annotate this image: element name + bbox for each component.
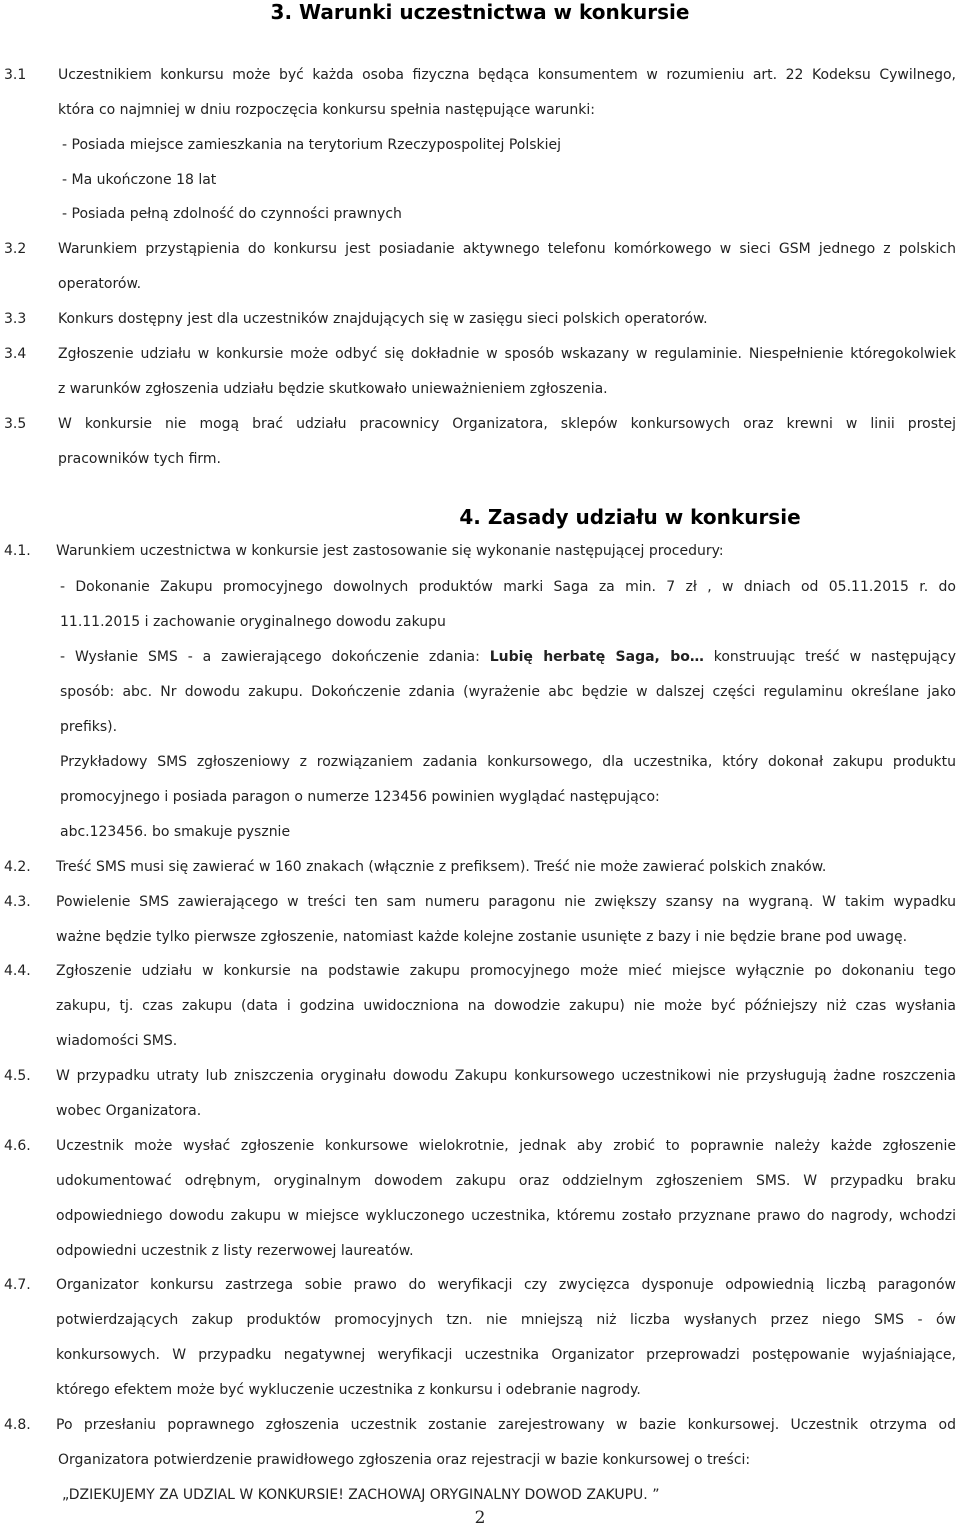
text-line: „DZIEKUJEMY ZA UDZIAL W KONKURSIE! ZACHOWAJ ORYGINALNY DOWOD ZAKUPU. ”: [62, 1487, 660, 1503]
item-number: 4.7.: [4, 1277, 31, 1293]
sms-bold-phrase: Lubię herbatę Saga, bo…: [489, 649, 704, 665]
text-line: Powielenie SMS zawierającego w treści ten sam numeru paragonu nie zwiększy szansy na wygraną. W takim wypadku: [56, 894, 956, 910]
text-line: Uczestnik może wysłać zgłoszenie konkursowe wielokrotnie, jednak aby zrobić to poprawnie należy każde zgłoszenie: [56, 1138, 956, 1154]
text-line: Po przesłaniu poprawnego zgłoszenia uczestnik zostanie zarejestrowany w bazie konkursowej. Uczestnik otrzyma od: [56, 1417, 956, 1433]
page-number: 2: [474, 1508, 486, 1528]
text-line: wiadomości SMS.: [56, 1033, 178, 1049]
item-number: 3.5: [4, 416, 27, 432]
text-line: sposób: abc. Nr dowodu zakupu. Dokończenie zdania (wyrażenie abc będzie w dalszej części regulaminu określane jako: [60, 684, 956, 700]
section-3-heading: 3. Warunki uczestnictwa w konkursie: [270, 0, 690, 24]
section-4-heading: 4. Zasady udziału w konkursie: [459, 505, 801, 529]
text-line: - Ma ukończone 18 lat: [62, 172, 217, 188]
text-line: która co najmniej w dniu rozpoczęcia konkursu spełnia następujące warunki:: [58, 102, 595, 118]
text-line: abc.123456. bo smakuje pysznie: [60, 824, 291, 840]
item-number: 3.3: [4, 311, 27, 327]
text-line: którego efektem może być wykluczenie uczestnika z konkursu i odebranie nagrody.: [56, 1382, 641, 1398]
text-line: wobec Organizatora.: [56, 1103, 202, 1119]
text-line: potwierdzających zakup produktów promocyjnych tzn. nie mniejszą niż liczba wysłanych przez niego SMS - ów: [56, 1312, 956, 1328]
item-number: 4.5.: [4, 1068, 31, 1084]
text-line: W konkursie nie mogą brać udziału pracownicy Organizatora, sklepów konkursowych oraz krewni w linii prostej: [58, 416, 956, 432]
text-line: promocyjnego i posiada paragon o numerze 123456 powinien wyglądać następująco:: [60, 789, 660, 805]
text-line: prefiks).: [60, 719, 118, 735]
item-number: 4.2.: [4, 859, 31, 875]
item-number: 4.3.: [4, 894, 31, 910]
text-line: ważne będzie tylko pierwsze zgłoszenie, natomiast każde kolejne zostanie usunięte z bazy i nie będzie brane pod uwagę.: [56, 929, 908, 945]
item-number: 3.4: [4, 346, 27, 362]
item-number: 4.6.: [4, 1138, 31, 1154]
item-number: 3.1: [4, 67, 27, 83]
item-number: 4.8.: [4, 1417, 31, 1433]
text-line: - Posiada miejsce zamieszkania na terytorium Rzeczypospolitej Polskiej: [62, 137, 562, 153]
text-line: - Dokonanie Zakupu promocyjnego dowolnych produktów marki Saga za min. 7 zł , w dniach od 05.11.2015 r. do: [60, 579, 956, 595]
item-number: 4.1.: [4, 543, 31, 559]
text-line: konkursowych. W przypadku negatywnej weryfikacji uczestnika Organizator przeprowadzi postępowanie wyjaśniające,: [56, 1347, 956, 1363]
text-line: Organizatora potwierdzenie prawidłowego zgłoszenia oraz rejestracji w bazie konkursowej o treści:: [58, 1452, 751, 1468]
text-line: - Posiada pełną zdolność do czynności prawnych: [62, 206, 402, 222]
text-line: pracowników tych firm.: [58, 451, 221, 467]
item-number: 4.4.: [4, 963, 31, 979]
text-line: Warunkiem uczestnictwa w konkursie jest zastosowanie się wykonanie następującej procedury:: [56, 543, 724, 559]
text-line: 11.11.2015 i zachowanie oryginalnego dowodu zakupu: [60, 614, 446, 630]
text-line: Zgłoszenie udziału w konkursie na podstawie zakupu promocyjnego może mieć miejsce wyłącznie po dokonaniu tego: [56, 963, 956, 979]
text-line: operatorów.: [58, 276, 142, 292]
text-line: Zgłoszenie udziału w konkursie może odbyć się dokładnie w sposób wskazany w regulaminie. Niespełnienie któregokolwiek: [58, 346, 956, 362]
text-line: Organizator konkursu zastrzega sobie prawo do weryfikacji czy zwycięzca dysponuje odpowiednią liczbą paragonów: [56, 1277, 956, 1293]
text-line: Warunkiem przystąpienia do konkursu jest posiadanie aktywnego telefonu komórkowego w sieci GSM jednego z polskich: [58, 241, 956, 257]
sms-text-after: konstruując treść w następujący: [703, 649, 956, 665]
text-line: z warunków zgłoszenia udziału będzie skutkowało unieważnieniem zgłoszenia.: [58, 381, 608, 397]
text-line: Treść SMS musi się zawierać w 160 znakach (włącznie z prefiksem). Treść nie może zawierać polskich znaków.: [56, 859, 827, 875]
text-line: odpowiedni uczestnik z listy rezerwowej laureatów.: [56, 1243, 414, 1259]
sms-instruction-line: [60, 647, 956, 667]
text-line: Konkurs dostępny jest dla uczestników znajdujących się w zasięgu sieci polskich operatorów.: [58, 311, 708, 327]
text-line: W przypadku utraty lub zniszczenia oryginału dowodu Zakupu konkursowego uczestnikowi nie przysługują żadne roszczenia: [56, 1068, 956, 1084]
item-number: 3.2: [4, 241, 27, 257]
text-line: Przykładowy SMS zgłoszeniowy z rozwiązaniem zadania konkursowego, dla uczestnika, który dokonał zakupu produktu: [60, 754, 956, 770]
text-line: Uczestnikiem konkursu może być każda osoba fizyczna będąca konsumentem w rozumieniu art. 22 Kodeksu Cywilnego,: [58, 67, 956, 83]
text-line: udokumentować odrębnym, oryginalnym dowodem zakupu oraz oddzielnym zgłoszeniem SMS. W przypadku braku: [56, 1173, 956, 1189]
sms-text-before: - Wysłanie SMS - a zawierającego dokończenie zdania:: [60, 649, 490, 665]
text-line: zakupu, tj. czas zakupu (data i godzina uwidoczniona na dowodzie zakupu) nie może być późniejszy niż czas wysłania: [56, 998, 956, 1014]
text-line: odpowiedniego dowodu zakupu w miejsce wykluczonego uczestnika, któremu zostało przyznane prawo do nagrody, wchodzi: [56, 1208, 956, 1224]
